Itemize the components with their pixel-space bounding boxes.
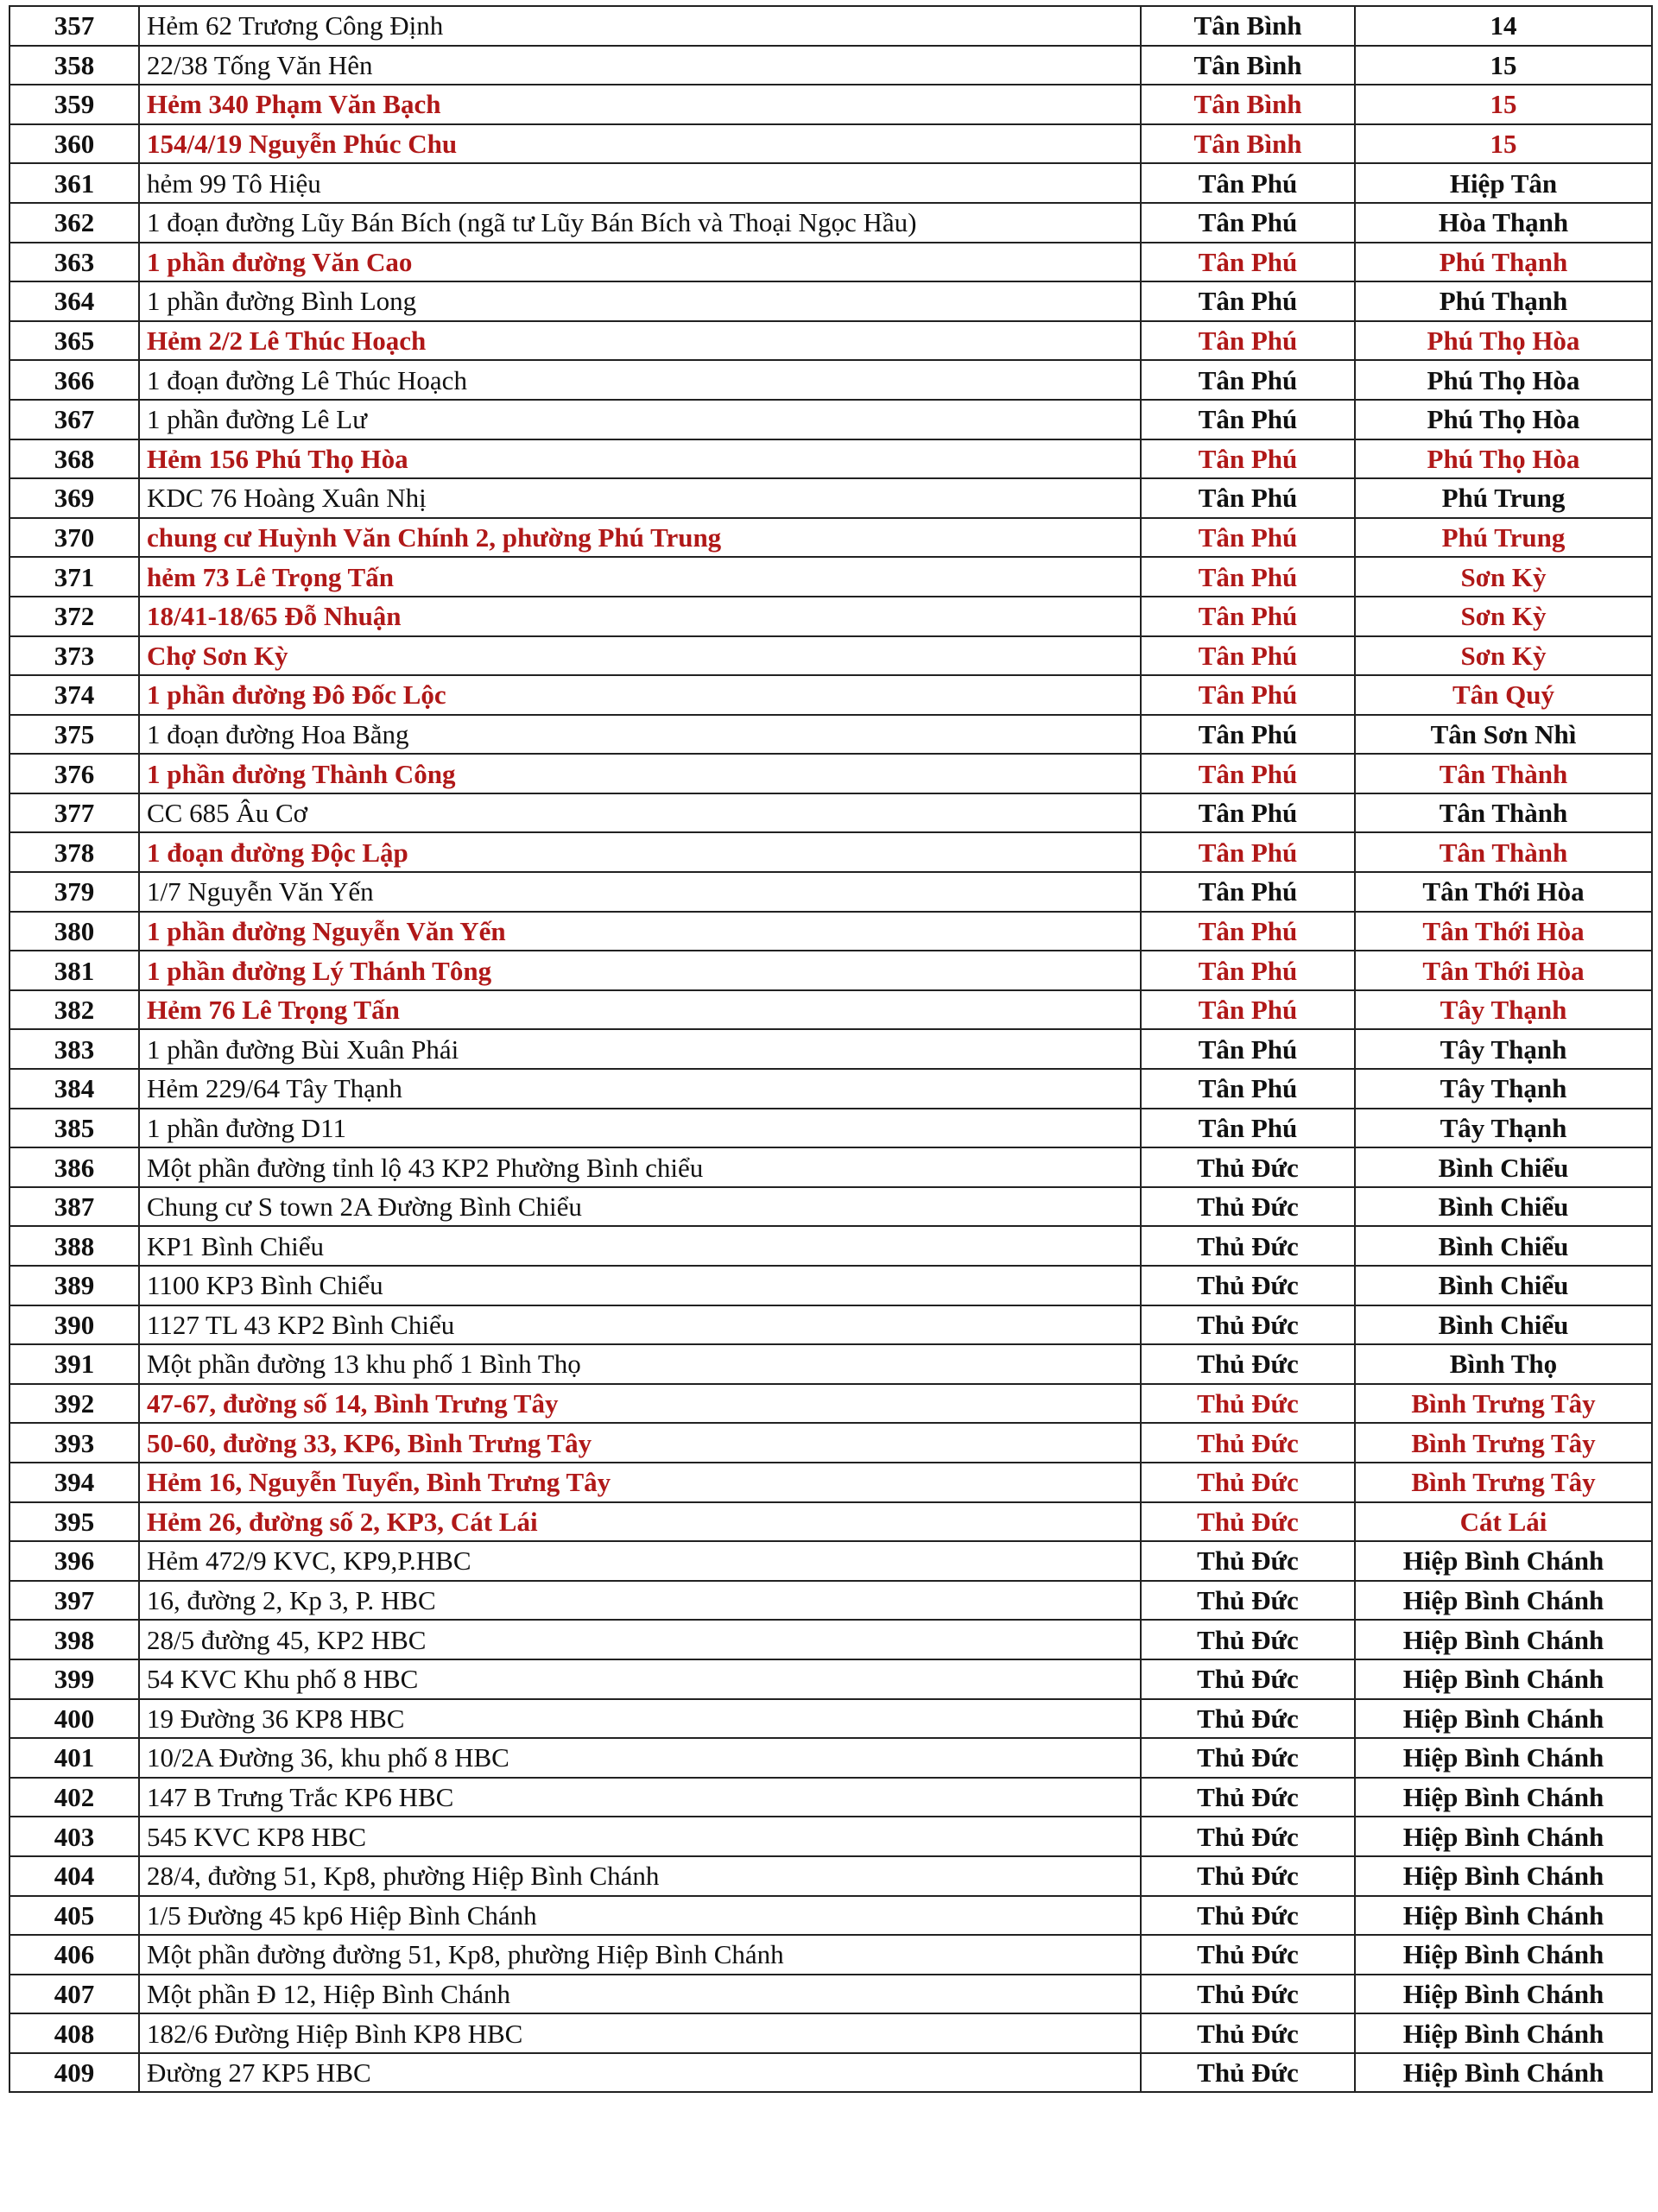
address-cell: 50-60, đường 33, KP6, Bình Trưng Tây bbox=[139, 1423, 1141, 1463]
row-number-cell: 369 bbox=[9, 478, 139, 518]
address-cell: Hẻm 2/2 Lê Thúc Hoạch bbox=[139, 321, 1141, 361]
ward-cell: 15 bbox=[1355, 85, 1652, 124]
ward-cell: Bình Chiểu bbox=[1355, 1226, 1652, 1266]
address-cell: Hẻm 340 Phạm Văn Bạch bbox=[139, 85, 1141, 124]
table-row bbox=[9, 46, 1652, 85]
row-number-cell: 400 bbox=[9, 1699, 139, 1739]
address-cell: 1 đoạn đường Lê Thúc Hoạch bbox=[139, 360, 1141, 400]
table-row bbox=[9, 1896, 1652, 1936]
ward-cell: 14 bbox=[1355, 6, 1652, 46]
address-cell: Một phần đường 13 khu phố 1 Bình Thọ bbox=[139, 1344, 1141, 1384]
table-row bbox=[9, 1226, 1652, 1266]
district-cell: Thủ Đức bbox=[1141, 1541, 1355, 1581]
table-row bbox=[9, 518, 1652, 558]
location-table bbox=[9, 5, 1653, 2093]
district-cell: Tân Bình bbox=[1141, 6, 1355, 46]
row-number-cell: 388 bbox=[9, 1226, 139, 1266]
district-cell: Thủ Đức bbox=[1141, 1187, 1355, 1227]
district-cell: Tân Phú bbox=[1141, 912, 1355, 951]
district-cell: Thủ Đức bbox=[1141, 1935, 1355, 1975]
address-cell: 16, đường 2, Kp 3, P. HBC bbox=[139, 1581, 1141, 1621]
row-number-cell: 380 bbox=[9, 912, 139, 951]
ward-cell: Hiệp Bình Chánh bbox=[1355, 1896, 1652, 1936]
table-row bbox=[9, 203, 1652, 243]
row-number-cell: 360 bbox=[9, 124, 139, 164]
ward-cell: Phú Thọ Hòa bbox=[1355, 321, 1652, 361]
row-number-cell: 398 bbox=[9, 1620, 139, 1659]
district-cell: Tân Phú bbox=[1141, 281, 1355, 321]
row-number-cell: 409 bbox=[9, 2053, 139, 2093]
address-cell: Hẻm 26, đường số 2, KP3, Cát Lái bbox=[139, 1502, 1141, 1542]
address-cell: 28/5 đường 45, KP2 HBC bbox=[139, 1620, 1141, 1659]
district-cell: Tân Phú bbox=[1141, 360, 1355, 400]
table-row bbox=[9, 675, 1652, 715]
table-row bbox=[9, 754, 1652, 793]
ward-cell: Sơn Kỳ bbox=[1355, 636, 1652, 676]
address-cell: 1 phần đường Lê Lư bbox=[139, 400, 1141, 439]
table-row bbox=[9, 6, 1652, 46]
ward-cell: 15 bbox=[1355, 46, 1652, 85]
district-cell: Tân Phú bbox=[1141, 400, 1355, 439]
table-row bbox=[9, 912, 1652, 951]
table-row bbox=[9, 1817, 1652, 1856]
address-cell: 28/4, đường 51, Kp8, phường Hiệp Bình Chánh bbox=[139, 1856, 1141, 1896]
district-cell: Thủ Đức bbox=[1141, 1305, 1355, 1345]
district-cell: Tân Phú bbox=[1141, 597, 1355, 636]
district-cell: Thủ Đức bbox=[1141, 1581, 1355, 1621]
table-body bbox=[9, 6, 1652, 2092]
ward-cell: Tân Quý bbox=[1355, 675, 1652, 715]
address-cell: 10/2A Đường 36, khu phố 8 HBC bbox=[139, 1738, 1141, 1778]
row-number-cell: 385 bbox=[9, 1109, 139, 1148]
address-cell: Hẻm 229/64 Tây Thạnh bbox=[139, 1069, 1141, 1109]
row-number-cell: 375 bbox=[9, 715, 139, 755]
address-cell: 1 phần đường D11 bbox=[139, 1109, 1141, 1148]
table-row bbox=[9, 1147, 1652, 1187]
district-cell: Tân Phú bbox=[1141, 793, 1355, 833]
ward-cell: 15 bbox=[1355, 124, 1652, 164]
district-cell: Thủ Đức bbox=[1141, 1738, 1355, 1778]
ward-cell: Tây Thạnh bbox=[1355, 1109, 1652, 1148]
ward-cell: Bình Chiểu bbox=[1355, 1187, 1652, 1227]
ward-cell: Bình Trưng Tây bbox=[1355, 1463, 1652, 1502]
ward-cell: Bình Chiểu bbox=[1355, 1266, 1652, 1305]
row-number-cell: 366 bbox=[9, 360, 139, 400]
district-cell: Thủ Đức bbox=[1141, 1384, 1355, 1424]
table-row bbox=[9, 2013, 1652, 2053]
table-row bbox=[9, 360, 1652, 400]
address-cell: 182/6 Đường Hiệp Bình KP8 HBC bbox=[139, 2013, 1141, 2053]
row-number-cell: 362 bbox=[9, 203, 139, 243]
row-number-cell: 372 bbox=[9, 597, 139, 636]
table-row bbox=[9, 1423, 1652, 1463]
district-cell: Tân Phú bbox=[1141, 754, 1355, 793]
address-cell: 1 đoạn đường Độc Lập bbox=[139, 832, 1141, 872]
address-cell: Một phần Đ 12, Hiệp Bình Chánh bbox=[139, 1975, 1141, 2014]
table-row bbox=[9, 1029, 1652, 1069]
row-number-cell: 389 bbox=[9, 1266, 139, 1305]
ward-cell: Hiệp Bình Chánh bbox=[1355, 2013, 1652, 2053]
row-number-cell: 365 bbox=[9, 321, 139, 361]
document-page bbox=[9, 5, 1651, 2093]
row-number-cell: 392 bbox=[9, 1384, 139, 1424]
table-row bbox=[9, 793, 1652, 833]
address-cell: hẻm 99 Tô Hiệu bbox=[139, 163, 1141, 203]
table-row bbox=[9, 85, 1652, 124]
ward-cell: Sơn Kỳ bbox=[1355, 557, 1652, 597]
ward-cell: Hiệp Bình Chánh bbox=[1355, 1699, 1652, 1739]
district-cell: Tân Phú bbox=[1141, 518, 1355, 558]
district-cell: Tân Phú bbox=[1141, 203, 1355, 243]
ward-cell: Tân Thới Hòa bbox=[1355, 872, 1652, 912]
table-row bbox=[9, 1463, 1652, 1502]
row-number-cell: 387 bbox=[9, 1187, 139, 1227]
district-cell: Tân Bình bbox=[1141, 85, 1355, 124]
district-cell: Thủ Đức bbox=[1141, 1856, 1355, 1896]
address-cell: 54 KVC Khu phố 8 HBC bbox=[139, 1659, 1141, 1699]
district-cell: Thủ Đức bbox=[1141, 1778, 1355, 1817]
ward-cell: Tân Thới Hòa bbox=[1355, 912, 1652, 951]
table-row bbox=[9, 163, 1652, 203]
address-cell: 1 phần đường Bùi Xuân Phái bbox=[139, 1029, 1141, 1069]
table-row bbox=[9, 1699, 1652, 1739]
table-row bbox=[9, 1069, 1652, 1109]
row-number-cell: 386 bbox=[9, 1147, 139, 1187]
row-number-cell: 391 bbox=[9, 1344, 139, 1384]
table-row bbox=[9, 478, 1652, 518]
row-number-cell: 395 bbox=[9, 1502, 139, 1542]
ward-cell: Phú Thạnh bbox=[1355, 243, 1652, 282]
row-number-cell: 374 bbox=[9, 675, 139, 715]
table-row bbox=[9, 1384, 1652, 1424]
district-cell: Thủ Đức bbox=[1141, 1659, 1355, 1699]
district-cell: Tân Phú bbox=[1141, 832, 1355, 872]
address-cell: 1 phần đường Lý Thánh Tông bbox=[139, 951, 1141, 990]
row-number-cell: 405 bbox=[9, 1896, 139, 1936]
table-row bbox=[9, 1620, 1652, 1659]
district-cell: Tân Phú bbox=[1141, 557, 1355, 597]
row-number-cell: 378 bbox=[9, 832, 139, 872]
row-number-cell: 406 bbox=[9, 1935, 139, 1975]
row-number-cell: 396 bbox=[9, 1541, 139, 1581]
ward-cell: Hiệp Bình Chánh bbox=[1355, 1817, 1652, 1856]
district-cell: Thủ Đức bbox=[1141, 1975, 1355, 2014]
table-row bbox=[9, 715, 1652, 755]
row-number-cell: 401 bbox=[9, 1738, 139, 1778]
row-number-cell: 361 bbox=[9, 163, 139, 203]
address-cell: Hẻm 76 Lê Trọng Tấn bbox=[139, 990, 1141, 1030]
ward-cell: Phú Thọ Hòa bbox=[1355, 439, 1652, 479]
table-row bbox=[9, 990, 1652, 1030]
row-number-cell: 390 bbox=[9, 1305, 139, 1345]
ward-cell: Hiệp Bình Chánh bbox=[1355, 1620, 1652, 1659]
ward-cell: Tân Thành bbox=[1355, 793, 1652, 833]
ward-cell: Hiệp Tân bbox=[1355, 163, 1652, 203]
address-cell: 1100 KP3 Bình Chiểu bbox=[139, 1266, 1141, 1305]
row-number-cell: 402 bbox=[9, 1778, 139, 1817]
address-cell: chung cư Huỳnh Văn Chính 2, phường Phú Trung bbox=[139, 518, 1141, 558]
address-cell: 1 phần đường Đô Đốc Lộc bbox=[139, 675, 1141, 715]
table-row bbox=[9, 1109, 1652, 1148]
address-cell: 545 KVC KP8 HBC bbox=[139, 1817, 1141, 1856]
table-row bbox=[9, 124, 1652, 164]
district-cell: Thủ Đức bbox=[1141, 1147, 1355, 1187]
table-row bbox=[9, 1266, 1652, 1305]
row-number-cell: 371 bbox=[9, 557, 139, 597]
table-row bbox=[9, 872, 1652, 912]
ward-cell: Phú Trung bbox=[1355, 518, 1652, 558]
address-cell: Hẻm 62 Trương Công Định bbox=[139, 6, 1141, 46]
row-number-cell: 376 bbox=[9, 754, 139, 793]
row-number-cell: 373 bbox=[9, 636, 139, 676]
ward-cell: Phú Thạnh bbox=[1355, 281, 1652, 321]
address-cell: KP1 Bình Chiểu bbox=[139, 1226, 1141, 1266]
row-number-cell: 407 bbox=[9, 1975, 139, 2014]
address-cell: 19 Đường 36 KP8 HBC bbox=[139, 1699, 1141, 1739]
row-number-cell: 363 bbox=[9, 243, 139, 282]
row-number-cell: 404 bbox=[9, 1856, 139, 1896]
district-cell: Thủ Đức bbox=[1141, 1344, 1355, 1384]
address-cell: 1 đoạn đường Hoa Bằng bbox=[139, 715, 1141, 755]
table-row bbox=[9, 1738, 1652, 1778]
address-cell: 47-67, đường số 14, Bình Trưng Tây bbox=[139, 1384, 1141, 1424]
district-cell: Tân Phú bbox=[1141, 675, 1355, 715]
ward-cell: Hòa Thạnh bbox=[1355, 203, 1652, 243]
ward-cell: Hiệp Bình Chánh bbox=[1355, 1581, 1652, 1621]
row-number-cell: 358 bbox=[9, 46, 139, 85]
address-cell: hẻm 73 Lê Trọng Tấn bbox=[139, 557, 1141, 597]
district-cell: Thủ Đức bbox=[1141, 1699, 1355, 1739]
ward-cell: Bình Trưng Tây bbox=[1355, 1423, 1652, 1463]
address-cell: 1 phần đường Bình Long bbox=[139, 281, 1141, 321]
address-cell: Chung cư S town 2A Đường Bình Chiểu bbox=[139, 1187, 1141, 1227]
district-cell: Tân Phú bbox=[1141, 1029, 1355, 1069]
table-row bbox=[9, 557, 1652, 597]
district-cell: Tân Bình bbox=[1141, 46, 1355, 85]
table-row bbox=[9, 243, 1652, 282]
address-cell: Một phần đường tỉnh lộ 43 KP2 Phường Bình chiểu bbox=[139, 1147, 1141, 1187]
row-number-cell: 368 bbox=[9, 439, 139, 479]
district-cell: Tân Phú bbox=[1141, 636, 1355, 676]
district-cell: Tân Phú bbox=[1141, 990, 1355, 1030]
ward-cell: Tây Thạnh bbox=[1355, 1029, 1652, 1069]
ward-cell: Hiệp Bình Chánh bbox=[1355, 1856, 1652, 1896]
address-cell: Một phần đường đường 51, Kp8, phường Hiệp Bình Chánh bbox=[139, 1935, 1141, 1975]
table-row bbox=[9, 1581, 1652, 1621]
district-cell: Thủ Đức bbox=[1141, 1226, 1355, 1266]
row-number-cell: 399 bbox=[9, 1659, 139, 1699]
row-number-cell: 381 bbox=[9, 951, 139, 990]
district-cell: Thủ Đức bbox=[1141, 1502, 1355, 1542]
ward-cell: Tây Thạnh bbox=[1355, 990, 1652, 1030]
district-cell: Thủ Đức bbox=[1141, 1463, 1355, 1502]
table-row bbox=[9, 636, 1652, 676]
ward-cell: Phú Thọ Hòa bbox=[1355, 360, 1652, 400]
row-number-cell: 359 bbox=[9, 85, 139, 124]
table-row bbox=[9, 832, 1652, 872]
ward-cell: Tây Thạnh bbox=[1355, 1069, 1652, 1109]
ward-cell: Hiệp Bình Chánh bbox=[1355, 1738, 1652, 1778]
table-row bbox=[9, 1502, 1652, 1542]
district-cell: Tân Phú bbox=[1141, 715, 1355, 755]
district-cell: Tân Phú bbox=[1141, 439, 1355, 479]
ward-cell: Hiệp Bình Chánh bbox=[1355, 1935, 1652, 1975]
district-cell: Thủ Đức bbox=[1141, 1266, 1355, 1305]
table-row bbox=[9, 1778, 1652, 1817]
table-row bbox=[9, 1541, 1652, 1581]
district-cell: Thủ Đức bbox=[1141, 1817, 1355, 1856]
row-number-cell: 393 bbox=[9, 1423, 139, 1463]
address-cell: 154/4/19 Nguyễn Phúc Chu bbox=[139, 124, 1141, 164]
table-row bbox=[9, 281, 1652, 321]
address-cell: 147 B Trưng Trắc KP6 HBC bbox=[139, 1778, 1141, 1817]
address-cell: CC 685 Âu Cơ bbox=[139, 793, 1141, 833]
address-cell: Hẻm 16, Nguyễn Tuyển, Bình Trưng Tây bbox=[139, 1463, 1141, 1502]
district-cell: Tân Phú bbox=[1141, 243, 1355, 282]
table-row bbox=[9, 321, 1652, 361]
address-cell: 1/7 Nguyễn Văn Yến bbox=[139, 872, 1141, 912]
address-cell: 18/41-18/65 Đỗ Nhuận bbox=[139, 597, 1141, 636]
row-number-cell: 370 bbox=[9, 518, 139, 558]
row-number-cell: 364 bbox=[9, 281, 139, 321]
table-row bbox=[9, 951, 1652, 990]
row-number-cell: 397 bbox=[9, 1581, 139, 1621]
address-cell: 1 phần đường Thành Công bbox=[139, 754, 1141, 793]
row-number-cell: 384 bbox=[9, 1069, 139, 1109]
ward-cell: Bình Thọ bbox=[1355, 1344, 1652, 1384]
row-number-cell: 403 bbox=[9, 1817, 139, 1856]
district-cell: Thủ Đức bbox=[1141, 2013, 1355, 2053]
ward-cell: Hiệp Bình Chánh bbox=[1355, 1975, 1652, 2014]
table-row bbox=[9, 1344, 1652, 1384]
ward-cell: Cát Lái bbox=[1355, 1502, 1652, 1542]
ward-cell: Phú Trung bbox=[1355, 478, 1652, 518]
ward-cell: Tân Sơn Nhì bbox=[1355, 715, 1652, 755]
address-cell: Hẻm 156 Phú Thọ Hòa bbox=[139, 439, 1141, 479]
ward-cell: Sơn Kỳ bbox=[1355, 597, 1652, 636]
ward-cell: Tân Thành bbox=[1355, 832, 1652, 872]
address-cell: 1 phần đường Văn Cao bbox=[139, 243, 1141, 282]
table-row bbox=[9, 1187, 1652, 1227]
address-cell: Đường 27 KP5 HBC bbox=[139, 2053, 1141, 2093]
district-cell: Tân Phú bbox=[1141, 1069, 1355, 1109]
row-number-cell: 408 bbox=[9, 2013, 139, 2053]
row-number-cell: 394 bbox=[9, 1463, 139, 1502]
ward-cell: Bình Chiểu bbox=[1355, 1147, 1652, 1187]
table-row bbox=[9, 1975, 1652, 2014]
row-number-cell: 367 bbox=[9, 400, 139, 439]
address-cell: 1127 TL 43 KP2 Bình Chiểu bbox=[139, 1305, 1141, 1345]
row-number-cell: 357 bbox=[9, 6, 139, 46]
district-cell: Tân Phú bbox=[1141, 951, 1355, 990]
district-cell: Tân Phú bbox=[1141, 1109, 1355, 1148]
district-cell: Thủ Đức bbox=[1141, 1620, 1355, 1659]
address-cell: 1 đoạn đường Lũy Bán Bích (ngã tư Lũy Bán Bích và Thoại Ngọc Hầu) bbox=[139, 203, 1141, 243]
table-row bbox=[9, 400, 1652, 439]
table-row bbox=[9, 597, 1652, 636]
district-cell: Thủ Đức bbox=[1141, 2053, 1355, 2093]
district-cell: Tân Bình bbox=[1141, 124, 1355, 164]
table-row bbox=[9, 2053, 1652, 2093]
address-cell: Hẻm 472/9 KVC, KP9,P.HBC bbox=[139, 1541, 1141, 1581]
district-cell: Thủ Đức bbox=[1141, 1896, 1355, 1936]
district-cell: Tân Phú bbox=[1141, 872, 1355, 912]
district-cell: Thủ Đức bbox=[1141, 1423, 1355, 1463]
ward-cell: Bình Chiểu bbox=[1355, 1305, 1652, 1345]
address-cell: 1/5 Đường 45 kp6 Hiệp Bình Chánh bbox=[139, 1896, 1141, 1936]
address-cell: KDC 76 Hoàng Xuân Nhị bbox=[139, 478, 1141, 518]
row-number-cell: 379 bbox=[9, 872, 139, 912]
ward-cell: Bình Trưng Tây bbox=[1355, 1384, 1652, 1424]
ward-cell: Hiệp Bình Chánh bbox=[1355, 1778, 1652, 1817]
table-row bbox=[9, 1856, 1652, 1896]
ward-cell: Hiệp Bình Chánh bbox=[1355, 2053, 1652, 2093]
ward-cell: Phú Thọ Hòa bbox=[1355, 400, 1652, 439]
table-row bbox=[9, 1659, 1652, 1699]
address-cell: 1 phần đường Nguyễn Văn Yến bbox=[139, 912, 1141, 951]
table-row bbox=[9, 1305, 1652, 1345]
table-row bbox=[9, 1935, 1652, 1975]
ward-cell: Hiệp Bình Chánh bbox=[1355, 1541, 1652, 1581]
row-number-cell: 377 bbox=[9, 793, 139, 833]
district-cell: Tân Phú bbox=[1141, 321, 1355, 361]
district-cell: Tân Phú bbox=[1141, 163, 1355, 203]
ward-cell: Tân Thành bbox=[1355, 754, 1652, 793]
address-cell: Chợ Sơn Kỳ bbox=[139, 636, 1141, 676]
ward-cell: Hiệp Bình Chánh bbox=[1355, 1659, 1652, 1699]
table-row bbox=[9, 439, 1652, 479]
district-cell: Tân Phú bbox=[1141, 478, 1355, 518]
address-cell: 22/38 Tống Văn Hên bbox=[139, 46, 1141, 85]
row-number-cell: 383 bbox=[9, 1029, 139, 1069]
row-number-cell: 382 bbox=[9, 990, 139, 1030]
ward-cell: Tân Thới Hòa bbox=[1355, 951, 1652, 990]
